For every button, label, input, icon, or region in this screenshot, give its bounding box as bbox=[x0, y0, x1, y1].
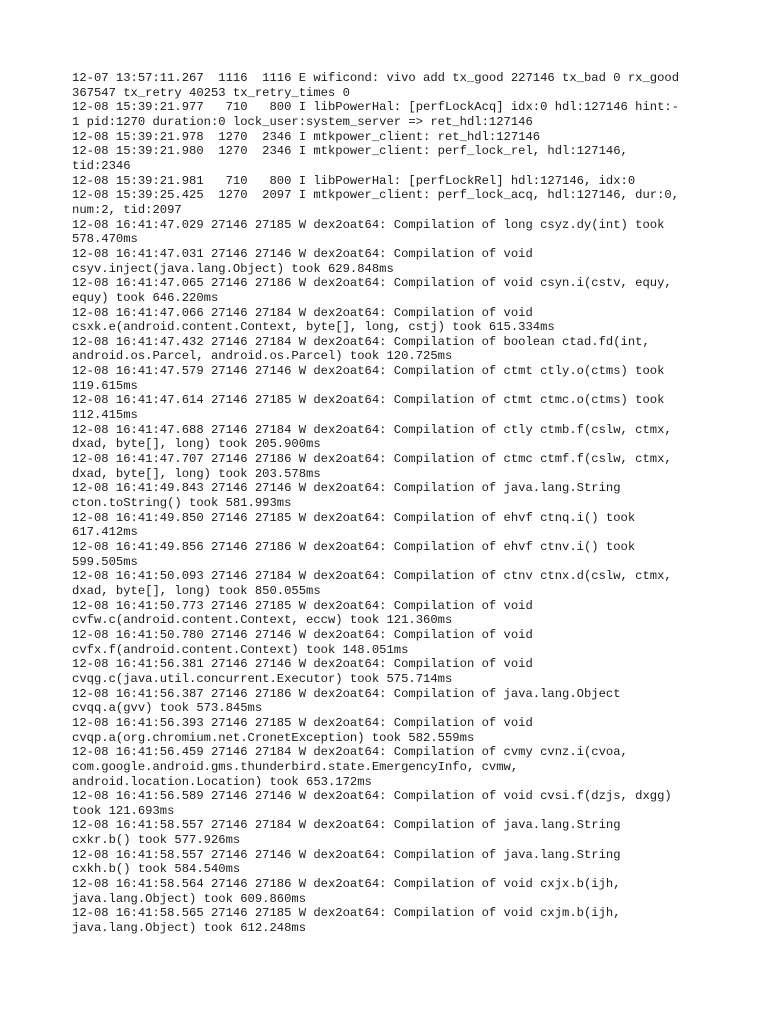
log-line: 617.412ms bbox=[72, 525, 138, 540]
log-line: cxkh.b() took 584.540ms bbox=[72, 862, 241, 877]
log-line: num:2, tid:2097 bbox=[72, 202, 182, 217]
log-line: 12-08 16:41:58.557 27146 27184 W dex2oat64: Compilation of java.lang.String bbox=[72, 818, 621, 833]
log-line: com.google.android.gms.thunderbird.state.EmergencyInfo, cvmw, bbox=[72, 759, 519, 774]
log-line: cton.toString() took 581.993ms bbox=[72, 496, 292, 511]
log-line: equy) took 646.220ms bbox=[72, 290, 219, 305]
log-line: 12-08 16:41:58.557 27146 27146 W dex2oat64: Compilation of java.lang.String bbox=[72, 847, 621, 862]
log-line: 12-08 16:41:56.459 27146 27184 W dex2oat64: Compilation of cvmy cvnz.i(cvoa, bbox=[72, 745, 628, 760]
log-line: java.lang.Object) took 612.248ms bbox=[72, 921, 307, 936]
log-line: 12-08 15:39:21.981 710 800 I libPowerHal: [perfLockRel] hdl:127146, idx:0 bbox=[72, 173, 636, 188]
log-line: dxad, byte[], long) took 850.055ms bbox=[72, 583, 321, 598]
log-line: csyv.inject(java.lang.Object) took 629.848ms bbox=[72, 261, 394, 276]
log-line: cvqg.c(java.util.concurrent.Executor) took 575.714ms bbox=[72, 671, 453, 686]
log-line: java.lang.Object) took 609.860ms bbox=[72, 891, 307, 906]
log-line: 112.415ms bbox=[72, 408, 138, 423]
log-line: cvqp.a(org.chromium.net.CronetException) took 582.559ms bbox=[72, 730, 475, 745]
log-line: dxad, byte[], long) took 203.578ms bbox=[72, 466, 321, 481]
log-line: 12-08 16:41:47.029 27146 27185 W dex2oat64: Compilation of long csyz.dy(int) took bbox=[72, 217, 665, 232]
log-document bbox=[72, 71, 712, 936]
log-line: 12-08 16:41:49.843 27146 27146 W dex2oat64: Compilation of java.lang.String bbox=[72, 481, 621, 496]
log-line: 12-08 16:41:56.393 27146 27185 W dex2oat64: Compilation of void bbox=[72, 715, 533, 730]
log-line: 12-08 16:41:47.688 27146 27184 W dex2oat64: Compilation of ctly ctmb.f(cslw, ctmx, bbox=[72, 422, 672, 437]
log-line: cxkr.b() took 577.926ms bbox=[72, 833, 241, 848]
log-line: 12-08 16:41:47.614 27146 27185 W dex2oat64: Compilation of ctmt ctmc.o(ctms) took bbox=[72, 393, 665, 408]
log-line: tid:2346 bbox=[72, 158, 131, 173]
log-line: 12-08 16:41:47.066 27146 27184 W dex2oat64: Compilation of void bbox=[72, 305, 533, 320]
log-line: android.location.Location) took 653.172ms bbox=[72, 774, 372, 789]
log-line: android.os.Parcel, android.os.Parcel) took 120.725ms bbox=[72, 349, 453, 364]
log-line: dxad, byte[], long) took 205.900ms bbox=[72, 437, 321, 452]
log-line: cvqq.a(gvv) took 573.845ms bbox=[72, 701, 263, 716]
log-line: cvfw.c(android.content.Context, eccw) took 121.360ms bbox=[72, 613, 453, 628]
log-line: 12-07 13:57:11.267 1116 1116 E wificond: vivo add tx_good 227146 tx_bad 0 rx_good bbox=[72, 71, 680, 85]
log-line: 12-08 15:39:25.425 1270 2097 I mtkpower_client: perf_lock_acq, hdl:127146, dur:0, bbox=[72, 188, 680, 203]
log-line: 12-08 16:41:56.381 27146 27146 W dex2oat64: Compilation of void bbox=[72, 657, 533, 672]
log-line: 12-08 16:41:47.065 27146 27186 W dex2oat64: Compilation of void csyn.i(cstv, equy, bbox=[72, 276, 672, 291]
log-line: 12-08 16:41:58.564 27146 27186 W dex2oat64: Compilation of void cxjx.b(ijh, bbox=[72, 877, 621, 892]
log-line: 12-08 16:41:58.565 27146 27185 W dex2oat64: Compilation of void cxjm.b(ijh, bbox=[72, 906, 621, 921]
log-line: 12-08 16:41:50.780 27146 27146 W dex2oat64: Compilation of void bbox=[72, 627, 533, 642]
log-line: csxk.e(android.content.Context, byte[], long, cstj) took 615.334ms bbox=[72, 320, 555, 335]
log-line: 12-08 16:41:50.093 27146 27184 W dex2oat64: Compilation of ctnv ctnx.d(cslw, ctmx, bbox=[72, 569, 672, 584]
log-line: 1 pid:1270 duration:0 lock_user:system_server => ret_hdl:127146 bbox=[72, 114, 533, 129]
log-line: 12-08 16:41:49.856 27146 27186 W dex2oat64: Compilation of ehvf ctnv.i() took bbox=[72, 540, 636, 554]
log-line: 12-08 16:41:47.579 27146 27146 W dex2oat64: Compilation of ctmt ctly.o(ctms) took bbox=[72, 364, 665, 379]
log-line: 12-08 15:39:21.977 710 800 I libPowerHal: [perfLockAcq] idx:0 hdl:127146 hint:- bbox=[72, 100, 680, 115]
log-line: cvfx.f(android.content.Context) took 148.051ms bbox=[72, 642, 409, 657]
log-line: 12-08 16:41:47.707 27146 27186 W dex2oat64: Compilation of ctmc ctmf.f(cslw, ctmx, bbox=[72, 452, 672, 467]
log-line: 12-08 15:39:21.980 1270 2346 I mtkpower_client: perf_lock_rel, hdl:127146, bbox=[72, 144, 628, 159]
log-line: 12-08 16:41:56.387 27146 27186 W dex2oat64: Compilation of java.lang.Object bbox=[72, 686, 621, 701]
log-line: 578.470ms bbox=[72, 232, 138, 247]
log-line: 12-08 16:41:56.589 27146 27146 W dex2oat64: Compilation of void cvsi.f(dzjs, dxgg) bbox=[72, 789, 672, 804]
log-line: 12-08 16:41:47.432 27146 27184 W dex2oat64: Compilation of boolean ctad.fd(int, bbox=[72, 334, 650, 349]
log-line: 599.505ms bbox=[72, 554, 138, 569]
log-line: 12-08 16:41:49.850 27146 27185 W dex2oat64: Compilation of ehvf ctnq.i() took bbox=[72, 510, 636, 525]
log-line: 12-08 15:39:21.978 1270 2346 I mtkpower_client: ret_hdl:127146 bbox=[72, 129, 541, 144]
log-line: 12-08 16:41:47.031 27146 27146 W dex2oat64: Compilation of void bbox=[72, 246, 533, 261]
log-line: 367547 tx_retry 40253 tx_retry_times 0 bbox=[72, 85, 350, 100]
log-line: 12-08 16:41:50.773 27146 27185 W dex2oat64: Compilation of void bbox=[72, 598, 533, 613]
log-line: took 121.693ms bbox=[72, 803, 175, 818]
log-line: 119.615ms bbox=[72, 378, 138, 393]
